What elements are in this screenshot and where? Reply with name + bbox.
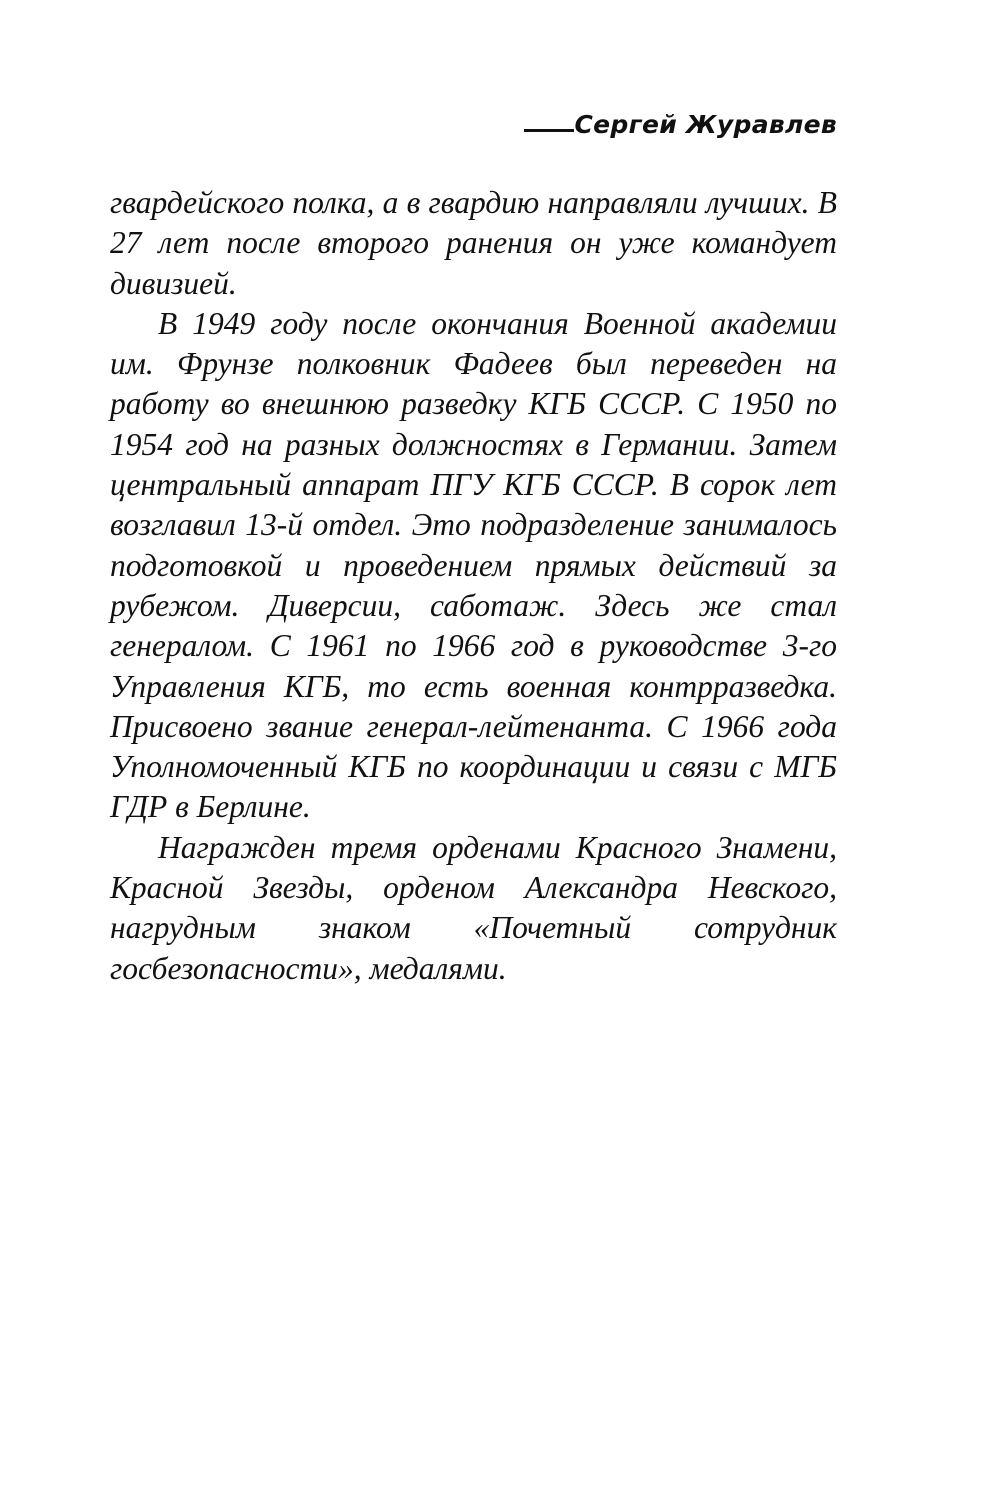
page-body xyxy=(110,183,837,989)
running-header xyxy=(524,112,837,137)
header-rule xyxy=(524,129,574,132)
paragraph-continued: гвардейского полка, а в гвардию направляли лучших. В 27 лет после второго ранения он уже командует дивизией. xyxy=(110,185,837,301)
paragraph: В 1949 году после окончания Военной академии им. Фрунзе полковник Фадеев был переведен на работу во внешнюю разведку КГБ СССР. С 1950 по 1954 год на разных должностях в Германии. Затем центральный аппарат ПГУ КГБ СССР. В сорок лет возглавил 13-й отдел. Это подразделение занималось подготовкой и проведением прямых действий за рубежом. Диверсии, саботаж. Здесь же стал генералом. С 1961 по 1966 год в руководстве 3-го Управления КГБ, то есть военная контрразведка. Присвоено звание генерал-лейтенанта. С 1966 года Уполномоченный КГБ по координации и связи с МГБ ГДР в Берлине. xyxy=(110,305,837,825)
author-name: Сергей Журавлев xyxy=(574,110,837,139)
paragraph: Награжден тремя орденами Красного Знамени, Красной Звезды, орденом Александра Невского, нагрудным знаком «Почетный сотрудник госбезопасности», медалями. xyxy=(110,829,837,986)
